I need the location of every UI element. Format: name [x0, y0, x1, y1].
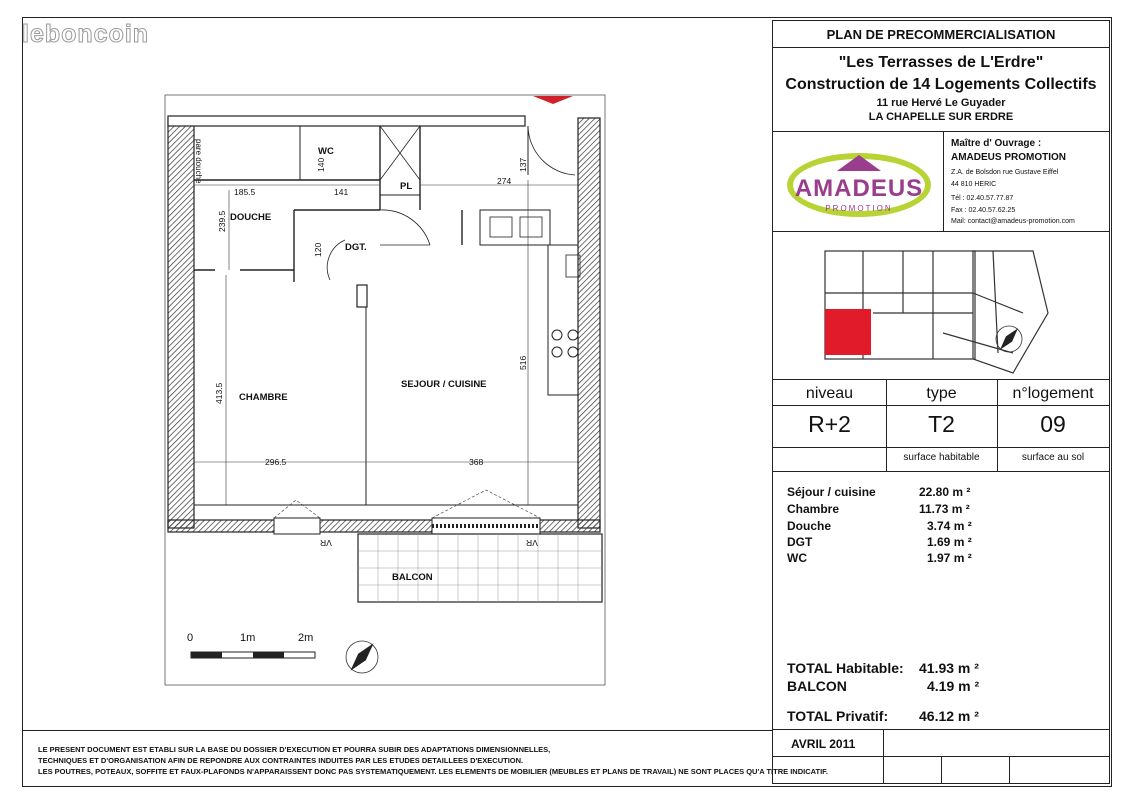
- scale-0: 0: [187, 632, 194, 644]
- type-header: type: [926, 385, 957, 402]
- dim-239: 239.5: [217, 210, 227, 232]
- surface-room: WC: [787, 551, 807, 565]
- surface-area: 11.73 m ²: [919, 502, 970, 516]
- chambre-label: CHAMBRE: [239, 392, 288, 403]
- total-privatif-value: 46.12 m ²: [919, 708, 979, 724]
- dim-185: 185.5: [234, 187, 256, 197]
- pl-label: PL: [400, 181, 413, 192]
- north-arrow-icon: [346, 640, 378, 674]
- surface-area: 1.69 m ²: [927, 535, 972, 549]
- owner-address-2: 44 810 HERIC: [951, 181, 997, 188]
- scale-1m: 1m: [240, 632, 256, 644]
- owner-tel: Tél : 02.40.57.77.87: [951, 195, 1014, 202]
- address-line: 11 rue Hervé Le Guyader: [876, 97, 1006, 109]
- sejour-label: SEJOUR / CUISINE: [401, 379, 487, 390]
- dim-141: 141: [334, 187, 349, 197]
- type-value: T2: [928, 411, 955, 437]
- balcon-total-value: 4.19 m ²: [927, 678, 980, 694]
- total-habitable-value: 41.93 m ²: [919, 660, 979, 676]
- svg-text:PROMOTION: PROMOTION: [825, 204, 893, 213]
- dim-296: 296.5: [265, 457, 287, 467]
- logement-header: n°logement: [1012, 385, 1094, 402]
- owner-mail: Mail: contact@amadeus-promotion.com: [951, 218, 1075, 225]
- city-line: LA CHAPELLE SUR ERDRE: [868, 111, 1014, 123]
- project-name: "Les Terrasses de L'Erdre": [838, 54, 1044, 71]
- surface-area: 1.97 m ²: [927, 551, 972, 565]
- balcon-label: BALCON: [392, 572, 433, 583]
- dim-140: 140: [316, 157, 326, 172]
- dim-413: 413.5: [214, 382, 224, 404]
- owner-address-1: Z.A. de Bolsdon rue Gustave Eiffel: [951, 169, 1059, 176]
- total-privatif-label: TOTAL Privatif:: [787, 708, 889, 724]
- north-wall: [168, 116, 525, 126]
- window-vr-2: VR: [526, 538, 538, 548]
- surface-room: Douche: [787, 519, 832, 533]
- douche-label: DOUCHE: [230, 212, 272, 223]
- surface-room: DGT: [787, 535, 813, 549]
- amadeus-logo: [781, 141, 937, 223]
- wc-label: WC: [318, 146, 334, 157]
- window-vr-1: VR: [320, 538, 332, 548]
- surface-room: Chambre: [787, 502, 840, 516]
- surface-room: Séjour / cuisine: [787, 485, 876, 499]
- pare-douche-label: pare douche: [194, 139, 203, 184]
- dim-274: 274: [497, 176, 512, 186]
- dim-120: 120: [313, 242, 323, 257]
- dim-368: 368: [469, 457, 484, 467]
- dim-137: 137: [518, 157, 528, 172]
- niveau-value: R+2: [808, 411, 851, 437]
- disclaimer-line-1: LE PRESENT DOCUMENT EST ETABLI SUR LA BASE DU DOSSIER D'EXECUTION ET POURRA SUBIR DES ADAPTATIONS DIMENSIONNELLES,: [38, 745, 551, 754]
- owner-label: Maître d' Ouvrage :: [951, 138, 1042, 149]
- dgt-label: DGT.: [345, 242, 367, 253]
- svg-text:AMADEUS: AMADEUS: [794, 175, 924, 202]
- plan-title: PLAN DE PRECOMMERCIALISATION: [826, 27, 1056, 42]
- title-block: [772, 20, 1110, 784]
- disclaimer-line-2: TECHNIQUES ET D'ORGANISATION AFIN DE REPONDRE AUX CONTRAINTES INDUITES PAR LES ETUDES DETAILLEES D'EXECUTION.: [38, 756, 524, 765]
- east-wall: [578, 118, 600, 528]
- surface-area: 3.74 m ²: [927, 519, 972, 533]
- balcon-total-label: BALCON: [787, 678, 847, 694]
- owner-company: AMADEUS PROMOTION: [951, 152, 1066, 163]
- disclaimer-line-3: LES POUTRES, POTEAUX, SOFFITE ET FAUX-PLAFONDS N'APPARAISSENT DONC PAS SYSTEMATIQUEMENT. LES ELEMENTS DE MOBILIER (MEUBLES ET PLANS DE TRAVAIL) NE SONT PLACES QU'A TITRE INDICATIF.: [38, 767, 828, 776]
- balcony-grid: [358, 534, 602, 602]
- surface-sol-label: surface au sol: [1021, 452, 1085, 463]
- total-habitable-label: TOTAL Habitable:: [787, 660, 904, 676]
- surface-habitable-label: surface habitable: [903, 452, 980, 463]
- owner-fax: Fax : 02.40.57.62.25: [951, 207, 1016, 214]
- watermark: leboncoin: [22, 20, 150, 48]
- scale-2m: 2m: [298, 632, 314, 644]
- key-plan: [823, 243, 1073, 375]
- unit-highlight: [825, 309, 871, 355]
- logement-value: 09: [1040, 411, 1066, 437]
- niveau-header: niveau: [805, 385, 854, 402]
- date: AVRIL 2011: [791, 737, 856, 751]
- entrance-marker: [533, 96, 573, 104]
- construction-line: Construction de 14 Logements Collectifs: [785, 76, 1097, 93]
- west-wall: [168, 118, 194, 528]
- dim-516: 516: [518, 355, 528, 370]
- surface-area: 22.80 m ²: [919, 485, 971, 499]
